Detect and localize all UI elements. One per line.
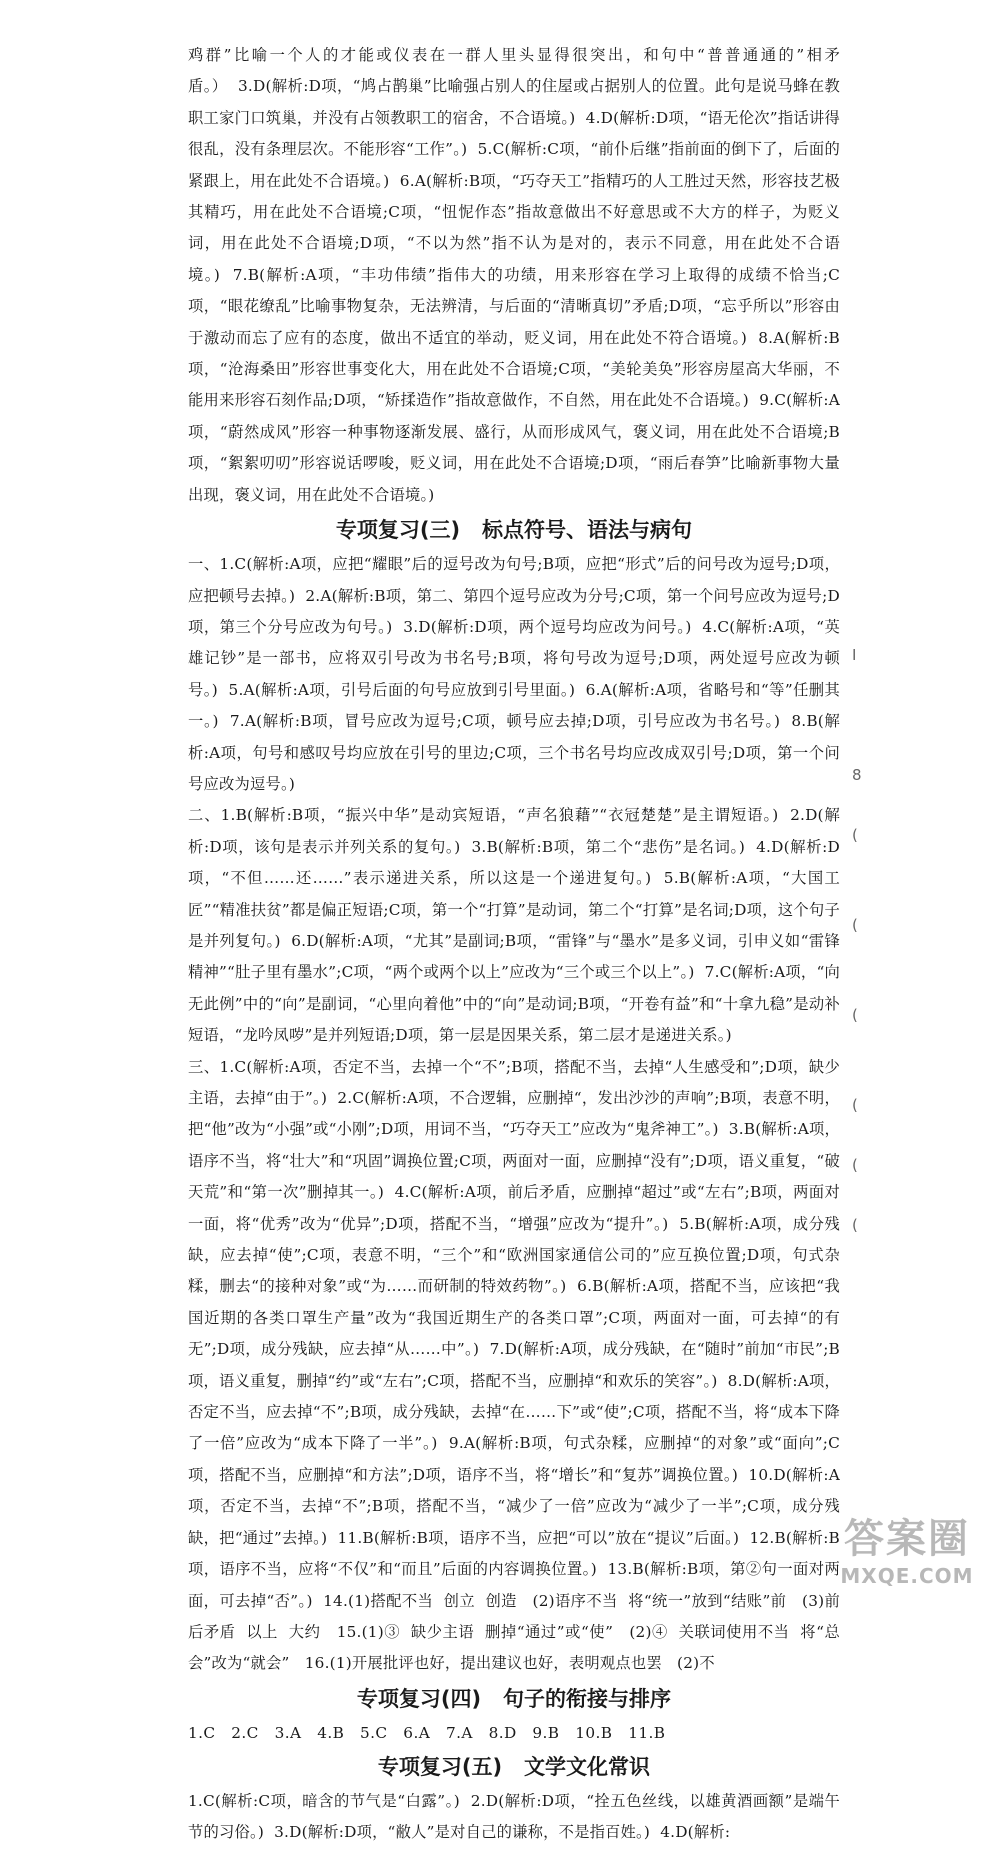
section-heading-5: 专项复习(五) 文学文化常识	[377, 1754, 651, 1779]
watermark-logo: 答案圈	[844, 1516, 970, 1562]
section-heading-3: 专项复习(三) 标点符号、语法与病句	[335, 518, 693, 543]
para-literature-answers: 1.C(解析:C项，暗含的节气是“白露”。) 2.D(解析:D项，“拴五色丝线，以雄黄酒画额”是端午节的习俗。) 3.D(解析:D项，“敝人”是对自己的谦称，不是指百姓。) 4.D(解析:	[188, 1791, 840, 1842]
answer-page	[188, 40, 840, 1849]
para-punctuation-answers: 一、1.C(解析:A项，应把“耀眼”后的逗号改为句号;B项，应把“形式”后的问号改为逗号;D项，应把顿号去掉。) 2.A(解析:B项，第二、第四个逗号应改为分号;C项，第一个问号应改为逗号;D项，第三个分号应改为句号。) 3.D(解析:D项，两个逗号均应改为问号。) 4.C(解析:A项，“英雄记钞”是一部书，应将双引号改为书名号;B项，将句号改为逗号;D项，两处逗号应改为顿号。) 5.A(解析:A项，引号后面的句号应放到引号里面。) 6.A(解析:A项，省略号和“等”任删其一。) 7.A(解析:B项，冒号应改为逗号;C项，顿号应去掉;D项，引号应改为书名号。) 8.B(解析:A项，句号和感叹号均应放在引号的里边;C项，三个书名号均应改成双引号;D项，第一个问号应改为逗号。)	[188, 555, 840, 793]
para-grammar-answers: 二、1.B(解析:B项，“振兴中华”是动宾短语，“声名狼藉”“衣冠楚楚”是主谓短语。) 2.D(解析:D项，该句是表示并列关系的复句。) 3.B(解析:B项，第二个“悲伤”是名词。) 4.D(解析:D项，“不但……还……”表示递进关系，所以这是一个递进复句。) 5.B(解析:A项，“大国工匠”“精准扶贫”都是偏正短语;C项，第一个“打算”是动词，第二个“打算”是名词;D项，这个句子是并列复句。) 6.D(解析:A项，“尤其”是副词;B项，“雷锋”与“墨水”是多义词，引申义如“雷锋精神”“肚子里有墨水”;C项，“两个或两个以上”应改为“三个或三个以上”。) 7.C(解析:A项，“向无此例”中的“向”是副词，“心里向着他”中的“向”是动词;B项，“开卷有益”和“十拿九稳”是动补短语，“龙吟凤哕”是并列短语;D项，第一层是因果关系，第二层才是递进关系。)	[188, 806, 840, 1045]
para-idiom-answers: 鸡群”比喻一个人的才能或仪表在一群人里头显得很突出，和句中“普普通通的”相矛盾。） 3.D(解析:D项，“鸠占鹊巢”比喻强占别人的住屋或占据别人的位置。此句是说马蜂在教职工家门口筑巢，并没有占领教职工的宿舍，不合语境。) 4.D(解析:D项，“语无伦次”指话讲得很乱，没有条理层次。不能形容“工作”。) 5.C(解析:C项，“前仆后继”指前面的倒下了，后面的紧跟上，用在此处不合语境。) 6.A(解析:B项，“巧夺天工”指精巧的人工胜过天然，形容技艺极其精巧，用在此处不合语境;C项，“忸怩作态”指故意做出不好意思或不大方的样子，为贬义词，用在此处不合语境;D项，“不以为然”指不认为是对的，表示不同意，用在此处不合语境。) 7.B(解析:A项，“丰功伟绩”指伟大的功绩，用来形容在学习上取得的成绩不恰当;C项，“眼花缭乱”比喻事物复杂，无法辨清，与后面的“清晰真切”矛盾;D项，“忘乎所以”形容由于激动而忘了应有的态度，做出不适宜的举动，贬义词，用在此处不符合语境。) 8.A(解析:B项，“沧海桑田”形容世事变化大，用在此处不合语境;C项，“美轮美奂”形容房屋高大华丽，不能用来形容石刻作品;D项，“矫揉造作”指故意做作，不自然，用在此处不合语境。) 9.C(解析:A项，“蔚然成风”形容一种事物逐渐发展、盛行，从而形成风气，褒义词，用在此处不合语境;B项，“絮絮叨叨”形容说话啰唆，贬义词，用在此处不合语境;D项，“雨后春笋”比喻新事物大量出现，褒义词，用在此处不合语境。)	[188, 46, 840, 504]
watermark-url: MXQE.COM	[840, 1564, 974, 1588]
para-sentence-error-answers: 三、1.C(解析:A项，否定不当，去掉一个“不”;B项，搭配不当，去掉“人生感受和”;D项，缺少主语，去掉“由于”。) 2.C(解析:A项，不合逻辑，应删掉“，发出沙沙的声响”;B项，表意不明，把“他”改为“小强”或“小刚”;D项，用词不当，“巧夺天工”应改为“鬼斧神工”。) 3.B(解析:A项，语序不当，将“壮大”和“巩固”调换位置;C项，两面对一面，应删掉“没有”;D项，语义重复，“破天荒”和“第一次”删掉其一。) 4.C(解析:A项，前后矛盾，应删掉“超过”或“左右”;B项，两面对一面，将“优秀”改为“优异”;D项，搭配不当，“增强”应改为“提升”。) 5.B(解析:A项，成分残缺，应去掉“使”;C项，表意不明，“三个”和“欧洲国家通信公司的”应互换位置;D项，句式杂糅，删去“的接种对象”或“为……而研制的特效药物”。) 6.B(解析:A项，搭配不当，应该把“我国近期的各类口罩生产量”改为“我国近期生产的各类口罩”;C项，两面对一面，可去掉“的有无”;D项，成分残缺，应去掉“从……中”。) 7.D(解析:A项，成分残缺，在“随时”前加“市民”;B项，语义重复，删掉“约”或“左右”;C项，搭配不当，应删掉“和欢乐的笑容”。) 8.D(解析:A项，否定不当，应去掉“不”;B项，成分残缺，去掉“在……下”或“使”;C项，搭配不当，将“成本下降了一倍”应改为“成本下降了一半”。) 9.A(解析:B项，句式杂糅，应删掉“的对象”或“面向”;C项，搭配不当，应删掉“和方法”;D项，语序不当，将“增长”和“复苏”调换位置。) 10.D(解析:A项，否定不当，去掉“不”;B项，搭配不当，“减少了一倍”应改为“减少了一半”;C项，成分残缺，把“通过”去掉。) 11.B(解析:B项，语序不当，应把“可以”放在“提议”后面。) 12.B(解析:B项，语序不当，应将“不仅”和“而且”后面的内容调换位置。) 13.B(解析:B项，第②句一面对两面，可去掉“否”。) 14.(1)搭配不当 创立 创造 (2)语序不当 将“统一”放到“结账”前 (3)前后矛盾 以上 大约 15.(1)③ 缺少主语 删掉“通过”或“使” (2)④ 关联词使用不当 将“总会”改为“就会” 16.(1)开展批评也好，提出建议也好，表明观点也罢 (2)不	[188, 1057, 840, 1673]
short-answer-line: 1.C 2.C 3.A 4.B 5.C 6.A 7.A 8.D 9.B 10.B 11.B	[188, 1723, 666, 1742]
page-edge-marks: Ⅰ 8 ( ( ( ( ( (	[852, 646, 862, 1234]
site-watermark	[822, 1514, 992, 1592]
section-heading-4: 专项复习(四) 句子的衔接与排序	[356, 1686, 672, 1711]
